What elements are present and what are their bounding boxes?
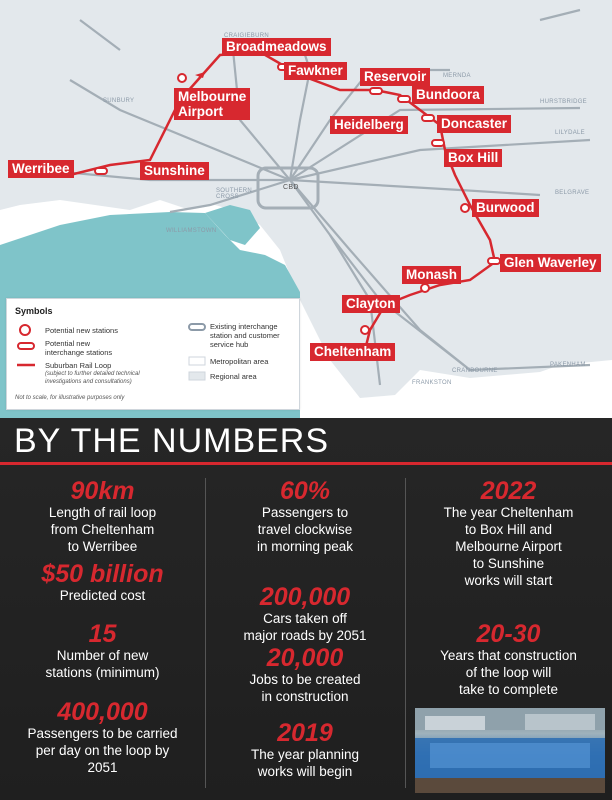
place-southern-cross-line2: CROSS <box>216 194 239 200</box>
station-fawkner: Fawkner <box>284 62 347 80</box>
stat-col1-0 <box>0 478 205 555</box>
legend-loop-note-line1: (subject to further detailed technical <box>45 371 140 377</box>
stat-col2-1 <box>205 584 405 644</box>
stat-value: 20,000 <box>266 644 344 672</box>
station-heidelberg: Heidelberg <box>330 116 408 134</box>
legend-loop-note-line2: investigations and consultations) <box>45 379 132 385</box>
place-mernda: MERNDA <box>443 73 471 79</box>
stat-description-line: to Box Hill and <box>464 522 553 537</box>
stat-description-line: Length of rail loop <box>48 505 157 520</box>
stat-description-line: works will begin <box>257 764 353 779</box>
station-cheltenham: Cheltenham <box>310 343 395 361</box>
stat-description-line: Number of new <box>56 648 149 663</box>
station-box-hill: Box Hill <box>444 149 502 167</box>
stat-col2-3 <box>205 720 405 780</box>
station-melbourne-airport-line2: Airport <box>178 104 223 119</box>
legend-interchange-line2: interchange stations <box>45 348 113 357</box>
stat-col2-2 <box>205 645 405 705</box>
stat-description-line: of the loop will <box>465 665 552 680</box>
place-southern-cross-line1: SOUTHERN <box>216 188 253 194</box>
stat-col1-2 <box>0 621 205 681</box>
stat-description-line: in construction <box>261 689 349 704</box>
station-glen-waverley: Glen Waverley <box>500 254 601 272</box>
stat-col3-0 <box>405 478 612 589</box>
stat-description-line: Passengers to <box>261 505 349 520</box>
station-clayton: Clayton <box>342 295 400 313</box>
station-werribee: Werribee <box>8 160 74 178</box>
station-doncaster: Doncaster <box>437 115 511 133</box>
stat-description-line: 2051 <box>87 760 118 775</box>
legend-metro: Metropolitan area <box>210 357 269 366</box>
stat-value: 60% <box>279 477 331 505</box>
place-williamstown: WILLIAMSTOWN <box>166 228 217 234</box>
legend-new-stations: Potential new stations <box>45 326 118 335</box>
station-melbourne-airport-line1: Melbourne <box>178 89 247 104</box>
stat-value: $50 billion <box>41 560 164 588</box>
stat-col1-1 <box>0 561 205 604</box>
photo-graphic <box>415 708 605 793</box>
legend-interchange-line1: Potential new <box>45 339 91 348</box>
stat-description-line: Passengers to be carried <box>27 726 178 741</box>
construction-photo <box>415 708 605 793</box>
legend-title: Symbols <box>15 306 53 316</box>
map-legend <box>6 298 300 410</box>
station-melbourne-airport <box>174 88 250 120</box>
stat-description-line: per day on the loop by <box>35 743 170 758</box>
stat-description-line: travel clockwise <box>257 522 353 537</box>
legend-regional: Regional area <box>210 372 257 381</box>
stat-description-line: The year Cheltenham <box>443 505 574 520</box>
stat-value: 20-30 <box>476 620 541 648</box>
legend-existing-line2: station and customer <box>210 331 280 340</box>
stat-description-line: Years that construction <box>440 648 577 663</box>
legend-loop: Suburban Rail Loop <box>45 361 112 370</box>
stat-description-line: Jobs to be created <box>249 672 361 687</box>
stat-description-line: to Sunshine <box>472 556 545 571</box>
station-sunshine: Sunshine <box>140 162 209 180</box>
station-monash: Monash <box>402 266 461 284</box>
stat-description-line: Melbourne Airport <box>455 539 562 554</box>
stat-description-line: to Werribee <box>67 539 138 554</box>
stat-description-line: from Cheltenham <box>50 522 155 537</box>
stat-value: 15 <box>88 620 117 648</box>
stat-description-line: The year planning <box>250 747 360 762</box>
stat-description-line: major roads by 2051 <box>243 628 367 643</box>
place-southern-cross <box>216 188 252 200</box>
stat-description-line: take to complete <box>458 682 559 697</box>
place-belgrave: BELGRAVE <box>555 190 590 196</box>
by-the-numbers-section <box>0 418 612 800</box>
place-sunbury: SUNBURY <box>103 98 135 104</box>
place-pakenham: PAKENHAM <box>550 362 586 368</box>
stat-description-line: Cars taken off <box>263 611 347 626</box>
station-reservoir: Reservoir <box>360 68 430 86</box>
stat-col3-1 <box>405 621 612 698</box>
stat-description-line: Predicted cost <box>59 588 146 603</box>
heading-rule <box>0 462 612 465</box>
legend-existing-line3: service hub <box>210 340 249 349</box>
place-craigieburn: CRAIGIEBURN <box>224 33 269 39</box>
legend-note: Not to scale, for illustrative purposes only <box>15 395 125 401</box>
stat-description-line: in morning peak <box>256 539 354 554</box>
place-cbd: CBD <box>283 184 299 191</box>
legend-existing-line1: Existing interchange <box>210 322 278 331</box>
place-cranbourne: CRANBOURNE <box>452 368 498 374</box>
stat-value: 2019 <box>277 719 333 747</box>
stat-value: 400,000 <box>57 698 148 726</box>
place-frankston: FRANKSTON <box>412 380 452 386</box>
stat-value: 2022 <box>480 477 537 505</box>
stat-description-line: works will start <box>464 573 553 588</box>
stat-col2-0 <box>205 478 405 555</box>
station-burwood: Burwood <box>472 199 539 217</box>
place-lilydale: LILYDALE <box>555 130 585 136</box>
stat-col1-3 <box>0 699 205 776</box>
station-broadmeadows: Broadmeadows <box>222 38 331 56</box>
station-bundoora: Bundoora <box>412 86 484 104</box>
stat-value: 200,000 <box>259 583 351 611</box>
stat-description-line: stations (minimum) <box>45 665 160 680</box>
place-hurstbridge: HURSTBRIDGE <box>540 99 587 105</box>
stat-value: 90km <box>70 477 135 505</box>
section-heading: BY THE NUMBERS <box>14 422 330 460</box>
